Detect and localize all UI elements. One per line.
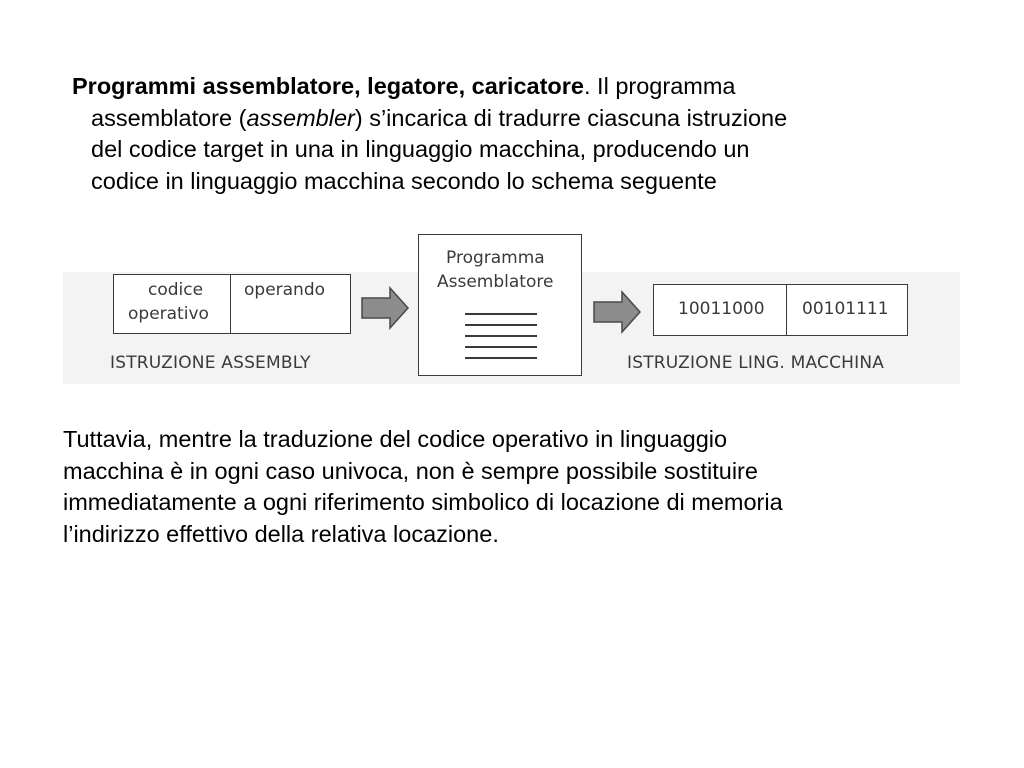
arrow-right-icon	[593, 290, 643, 334]
program-text-line	[465, 335, 537, 337]
intro-lead-tail: . Il programma	[584, 73, 736, 99]
intro-line-1	[72, 71, 972, 103]
assembly-field-divider	[230, 275, 231, 333]
assembler-diagram	[63, 232, 960, 384]
opcode-label-line2: operativo	[128, 304, 209, 324]
program-text-line	[465, 313, 537, 315]
followup-paragraph	[63, 424, 983, 550]
program-text-line	[465, 324, 537, 326]
operand-label: operando	[244, 280, 326, 300]
assembly-caption: ISTRUZIONE ASSEMBLY	[110, 353, 311, 373]
program-text-line	[465, 346, 537, 348]
opcode-label-line1: codice	[148, 280, 204, 300]
intro-line-2-pre: assemblatore (	[91, 104, 247, 131]
machine-operand-bits: 00101111	[802, 299, 889, 319]
machine-field-divider	[786, 285, 787, 335]
intro-line-2	[72, 103, 972, 135]
followup-line-2: macchina è in ogni caso univoca, non è sempre possibile sostituire	[63, 457, 758, 484]
machine-opcode-bits: 10011000	[678, 299, 765, 319]
arrow-right-icon	[361, 286, 411, 330]
machine-caption: ISTRUZIONE LING. MACCHINA	[627, 353, 885, 373]
intro-line-3: del codice target in una in linguaggio macchina, producendo un	[91, 136, 750, 162]
intro-heading: Programmi assemblatore, legatore, caricatore	[72, 73, 584, 99]
intro-paragraph	[72, 71, 972, 197]
intro-line-2-post: ) s’incarica di tradurre ciascuna istruzione	[354, 104, 788, 131]
assembly-instruction-box	[113, 274, 351, 334]
intro-line-4: codice in linguaggio macchina secondo lo schema seguente	[91, 167, 717, 194]
assembler-term: assembler	[246, 104, 355, 131]
machine-instruction-box	[653, 284, 908, 336]
followup-line-4: l’indirizzo effettivo della relativa locazione.	[63, 520, 499, 547]
followup-line-1: Tuttavia, mentre la traduzione del codice operativo in linguaggio	[63, 426, 728, 452]
program-title-line2: Assemblatore	[437, 272, 554, 292]
assembler-program-box	[418, 234, 582, 376]
followup-line-3: immediatamente a ogni riferimento simbolico di locazione di memoria	[63, 489, 783, 515]
program-title-line1: Programma	[446, 248, 545, 268]
program-text-line	[465, 357, 537, 359]
